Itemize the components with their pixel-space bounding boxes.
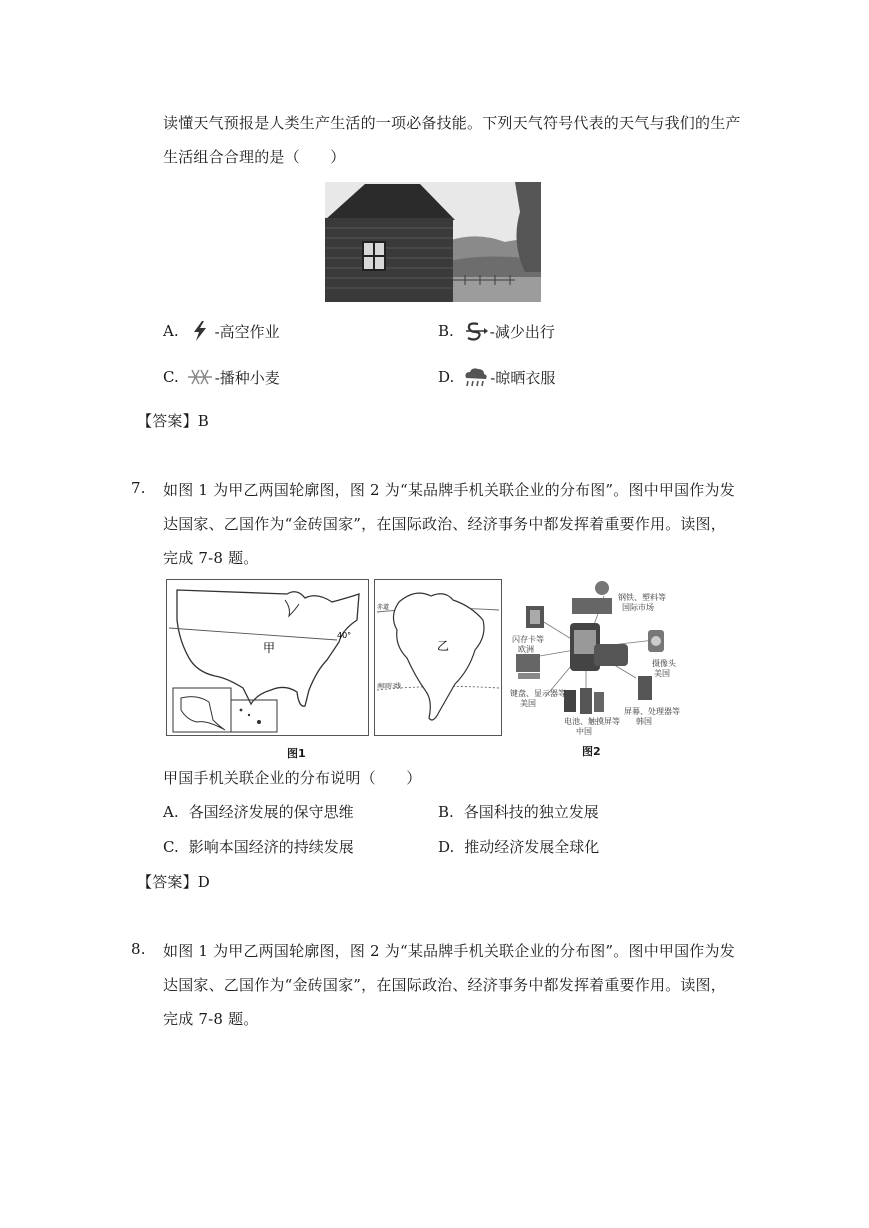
figure2-caption: 图2 (582, 745, 601, 758)
option-text: 影响本国经济的持续发展 (188, 838, 354, 856)
fig2-label-screen: 屏幕、处理器等 (624, 707, 680, 716)
phone-enterprise-diagram (506, 578, 680, 736)
map-country-jia (166, 579, 369, 736)
q7-answer: 【答案】D (137, 873, 211, 891)
q6-option-d[interactable] (438, 366, 555, 388)
option-text: -高空作业 (214, 322, 280, 341)
q8-stem-line1: 如图 1 为甲乙两国轮廓图，图 2 为“某品牌手机关联企业的分布图”。图中甲国作为发 (163, 942, 735, 960)
option-label: D. (438, 368, 455, 386)
q7-stem-line2: 达国家、乙国作为“金砖国家”，在国际政治、经济事务中都发挥着重要作用。读图， (163, 515, 726, 533)
equator-label: 赤道 (377, 604, 390, 611)
q6-stem-line1: 读懂天气预报是人类生产生活的一项必备技能。下列天气符号代表的天气与我们的生产 (163, 114, 741, 132)
fig2-label-camera: 摄像头 (652, 659, 676, 668)
snow-icon (187, 366, 213, 388)
latitude-label: 40° (337, 631, 352, 640)
fig2-label-steel: 钢铁、塑料等 (618, 593, 666, 602)
q7-question: 甲国手机关联企业的分布说明（ ） (163, 769, 422, 787)
option-text: -减少出行 (489, 322, 555, 341)
fig2-label-memory-region: 欧洲 (518, 645, 534, 654)
q7-option-a[interactable] (163, 801, 354, 822)
option-text: 各国经济发展的保守思维 (188, 803, 354, 821)
q8-stem-line2: 达国家、乙国作为“金砖国家”，在国际政治、经济事务中都发挥着重要作用。读图， (163, 976, 726, 994)
figure1-caption: 图1 (287, 747, 306, 760)
log-cabin-photo (325, 182, 541, 302)
tropic-label: 南回归线 (377, 683, 402, 690)
option-text: 推动经济发展全球化 (464, 838, 600, 856)
sandstorm-icon (462, 320, 488, 342)
option-label: C. (163, 837, 179, 856)
fig2-label-battery-region: 中国 (576, 727, 592, 736)
option-label: B. (438, 802, 454, 821)
q6-answer: 【答案】B (137, 412, 210, 430)
option-text: -播种小麦 (214, 368, 280, 387)
option-label: C. (163, 368, 179, 386)
country-label-yi: 乙 (437, 639, 450, 653)
option-label: B. (438, 322, 454, 340)
q7-stem-line1: 如图 1 为甲乙两国轮廓图，图 2 为“某品牌手机关联企业的分布图”。图中甲国作为发 (163, 481, 735, 499)
fig2-label-memory: 闪存卡等 (512, 635, 544, 644)
fig2-label-steel-region: 国际市场 (622, 603, 654, 612)
q6-option-b[interactable] (438, 320, 555, 342)
q8-number: 8. (131, 940, 146, 958)
lightning-icon (187, 320, 213, 342)
q8-stem-line3: 完成 7-8 题。 (163, 1010, 259, 1028)
fig2-label-screen-region: 韩国 (636, 717, 652, 726)
option-text: -晾晒衣服 (490, 368, 556, 387)
q6-option-a[interactable] (163, 320, 280, 342)
q7-option-c[interactable] (163, 836, 354, 857)
option-label: D. (438, 837, 455, 856)
q7-stem-line3: 完成 7-8 题。 (163, 549, 259, 567)
q6-option-c[interactable] (163, 366, 280, 388)
map-country-yi (374, 579, 502, 736)
fig2-label-keyboard-region: 美国 (520, 699, 536, 708)
country-label-jia: 甲 (263, 641, 276, 655)
q7-option-b[interactable] (438, 801, 599, 822)
q6-stem-line2: 生活组合合理的是（ ） (163, 148, 346, 166)
cloud-rain-icon (462, 366, 488, 388)
fig2-label-keyboard: 键盘、显示器等 (510, 689, 566, 698)
option-label: A. (163, 322, 179, 340)
option-label: A. (163, 802, 179, 821)
fig2-label-battery: 电池、触摸屏等 (564, 717, 620, 726)
option-text: 各国科技的独立发展 (463, 803, 599, 821)
fig2-label-camera-region: 美国 (654, 669, 670, 678)
q7-option-d[interactable] (438, 836, 599, 857)
q7-number: 7. (131, 479, 146, 497)
